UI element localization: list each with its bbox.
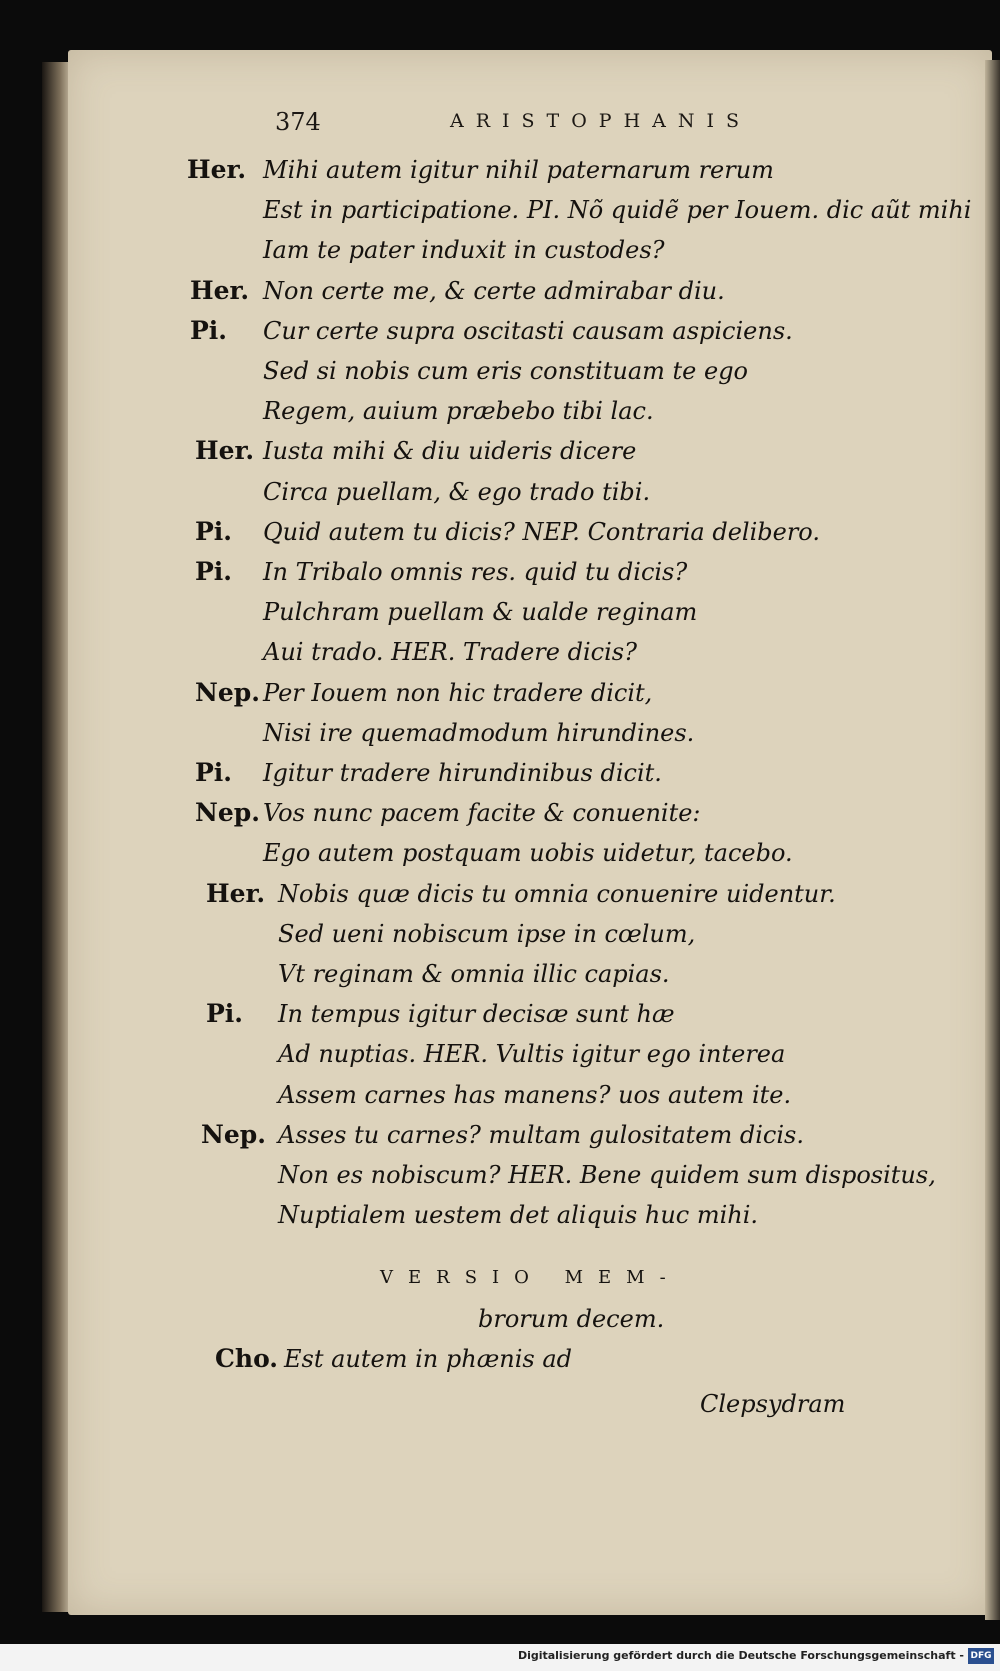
dialogue-line: Mihi autem igitur nihil paternarum rerum [263, 156, 774, 184]
page-right-edge [985, 60, 1000, 1620]
running-head: ARISTOPHANIS [450, 110, 752, 132]
speaker-label: Nep. [201, 1120, 266, 1149]
versio-line-1: VERSIO MEM- [380, 1267, 681, 1288]
speaker-label: Her. [190, 276, 250, 305]
dialogue-line: Iusta mihi & diu uideris dicere [263, 437, 637, 465]
dialogue-line: Asses tu carnes? multam gulositatem dicis. [278, 1121, 804, 1149]
dialogue-line: Circa puellam, & ego trado tibi. [263, 478, 651, 506]
dialogue-line: Cur certe supra oscitasti causam aspiciens. [263, 317, 793, 345]
versio-line-2: brorum decem. [478, 1305, 665, 1333]
dialogue-line: Pulchram puellam & ualde reginam [263, 598, 698, 626]
dialogue-line: Nisi ire quemadmodum hirundines. [263, 719, 695, 747]
dialogue-line: Assem carnes has manens? uos autem ite. [278, 1081, 792, 1109]
dialogue-line: Iam te pater induxit in custodes? [263, 236, 665, 264]
dialogue-line: Vos nunc pacem facite & conuenite: [263, 799, 701, 827]
dialogue-line: In tempus igitur decisæ sunt hæ [278, 1000, 675, 1028]
dialogue-line: Sed ueni nobiscum ipse in cœlum, [278, 920, 696, 948]
footer-bar [0, 1644, 1000, 1671]
versio-heading [380, 1267, 681, 1288]
speaker-label: Her. [187, 155, 247, 184]
dialogue-line: Ad nuptias. HER. Vultis igitur ego interea [278, 1040, 786, 1068]
chorus-line: Est autem in phænis ad [284, 1345, 572, 1373]
dialogue-line: In Tribalo omnis res. quid tu dicis? [263, 558, 688, 586]
speaker-label: Pi. [195, 758, 232, 787]
dialogue-line: Est in participatione. PI. Nõ quidẽ per Iouem. dic aũt mihi [263, 196, 972, 224]
speaker-label: Cho. [215, 1344, 279, 1373]
page-number: 374 [275, 108, 321, 136]
speaker-label: Her. [206, 879, 266, 908]
dialogue-line: Nobis quæ dicis tu omnia conuenire uidentur. [278, 880, 836, 908]
speaker-label: Pi. [195, 517, 232, 546]
speaker-label: Her. [195, 436, 255, 465]
dialogue-line: Vt reginam & omnia illic capias. [278, 960, 670, 988]
footer-credit: Digitalisierung gefördert durch die Deutsche Forschungsgemeinschaft - [517, 1649, 964, 1662]
dialogue-line: Ego autem postquam uobis uidetur, tacebo. [263, 839, 793, 867]
dfg-logo: DFG [968, 1648, 994, 1664]
dialogue-line: Regem, auium præbebo tibi lac. [263, 397, 654, 425]
speaker-label: Nep. [195, 678, 260, 707]
dialogue-line: Nuptialem uestem det aliquis huc mihi. [278, 1201, 759, 1229]
dialogue-line: Quid autem tu dicis? NEP. Contraria delibero. [263, 518, 820, 546]
speaker-label: Pi. [190, 316, 227, 345]
catchword: Clepsydram [700, 1390, 846, 1418]
page-header [205, 108, 825, 142]
dialogue-line: Igitur tradere hirundinibus dicit. [263, 759, 662, 787]
speaker-label: Pi. [195, 557, 232, 586]
dialogue-line: Non certe me, & certe admirabar diu. [263, 277, 725, 305]
dialogue-line: Per Iouem non hic tradere dicit, [263, 679, 653, 707]
speaker-label: Nep. [195, 798, 260, 827]
dialogue-line: Sed si nobis cum eris constituam te ego [263, 357, 749, 385]
speaker-label: Pi. [206, 999, 243, 1028]
dialogue-line: Aui trado. HER. Tradere dicis? [263, 638, 637, 666]
dialogue-line: Non es nobiscum? HER. Bene quidem sum dispositus, [278, 1161, 936, 1189]
